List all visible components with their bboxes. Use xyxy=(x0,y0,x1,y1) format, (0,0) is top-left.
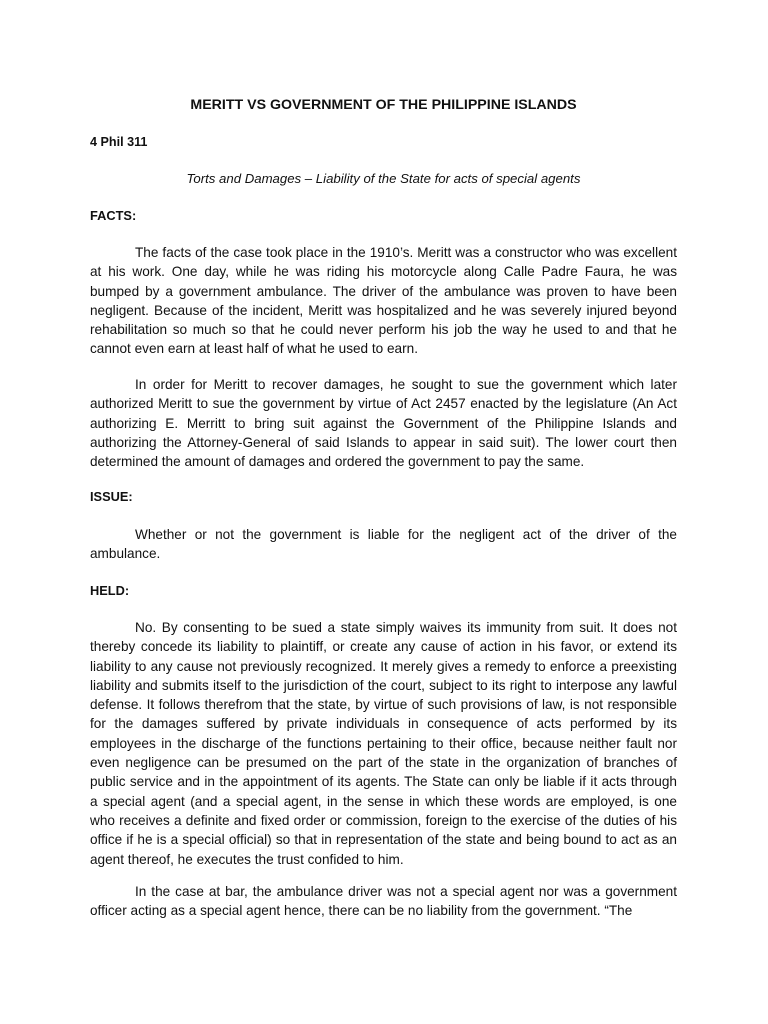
case-subtitle: Torts and Damages – Liability of the State for acts of special agents xyxy=(186,171,581,186)
held-paragraph: In the case at bar, the ambulance driver was not a special agent nor was a government officer acting as a special agent hence, there can be no liability from the government. “The xyxy=(90,884,677,919)
facts-paragraph: In order for Meritt to recover damages, he sought to sue the government which later authorized Meritt to sue the government by virtue of Act 2457 enacted by the legislature (An Act authorizing E. Merritt to bring suit against the Government of the Philippine Islands and authorizing the Attorney-General of said Islands to appear in said suit). The lower court then determined the amount of damages and ordered the government to pay the same. xyxy=(90,377,677,470)
facts-heading: FACTS: xyxy=(90,208,137,223)
issue-heading: ISSUE: xyxy=(90,489,133,504)
facts-paragraph: The facts of the case took place in the 1910’s. Meritt was a constructor who was excellent at his work. One day, while he was riding his motorcycle along Calle Padre Faura, he was bumped by a government ambulance. The driver of the ambulance was proven to have been negligent. Because of the incident, Meritt was hospitalized and he was severely injured beyond rehabilitation so much so that he could never perform his job the way he used to and that he cannot even earn at least half of what he used to earn. xyxy=(90,245,677,357)
document-page xyxy=(90,0,677,1024)
held-paragraph: No. By consenting to be sued a state simply waives its immunity from suit. It does not thereby concede its liability to plaintiff, or create any cause of action in his favor, or extend its liability to any cause not previously recognized. It merely gives a remedy to enforce a preexisting liability and submits itself to the jurisdiction of the court, subject to its right to interpose any lawful defense. It follows therefrom that the state, by virtue of such provisions of law, is not responsible for the damages suffered by private individuals in consequence of acts performed by its employees in the discharge of the functions pertaining to their office, because neither fault nor even negligence can be presumed on the part of the state in the organization of branches of public service and in the appointment of its agents. The State can only be liable if it acts through a special agent (and a special agent, in the sense in which these words are employed, is one who receives a definite and fixed order or commission, foreign to the exercise of the duties of his office if he is a special official) so that in representation of the state and being bound to act as an agent thereof, he executes the trust confided to him. xyxy=(90,620,677,867)
held-heading: HELD: xyxy=(90,583,130,598)
issue-paragraph: Whether or not the government is liable for the negligent act of the driver of the ambulance. xyxy=(90,527,677,562)
document-title: MERITT VS GOVERNMENT OF THE PHILIPPINE ISLANDS xyxy=(190,97,577,113)
case-citation: 4 Phil 311 xyxy=(90,135,148,149)
